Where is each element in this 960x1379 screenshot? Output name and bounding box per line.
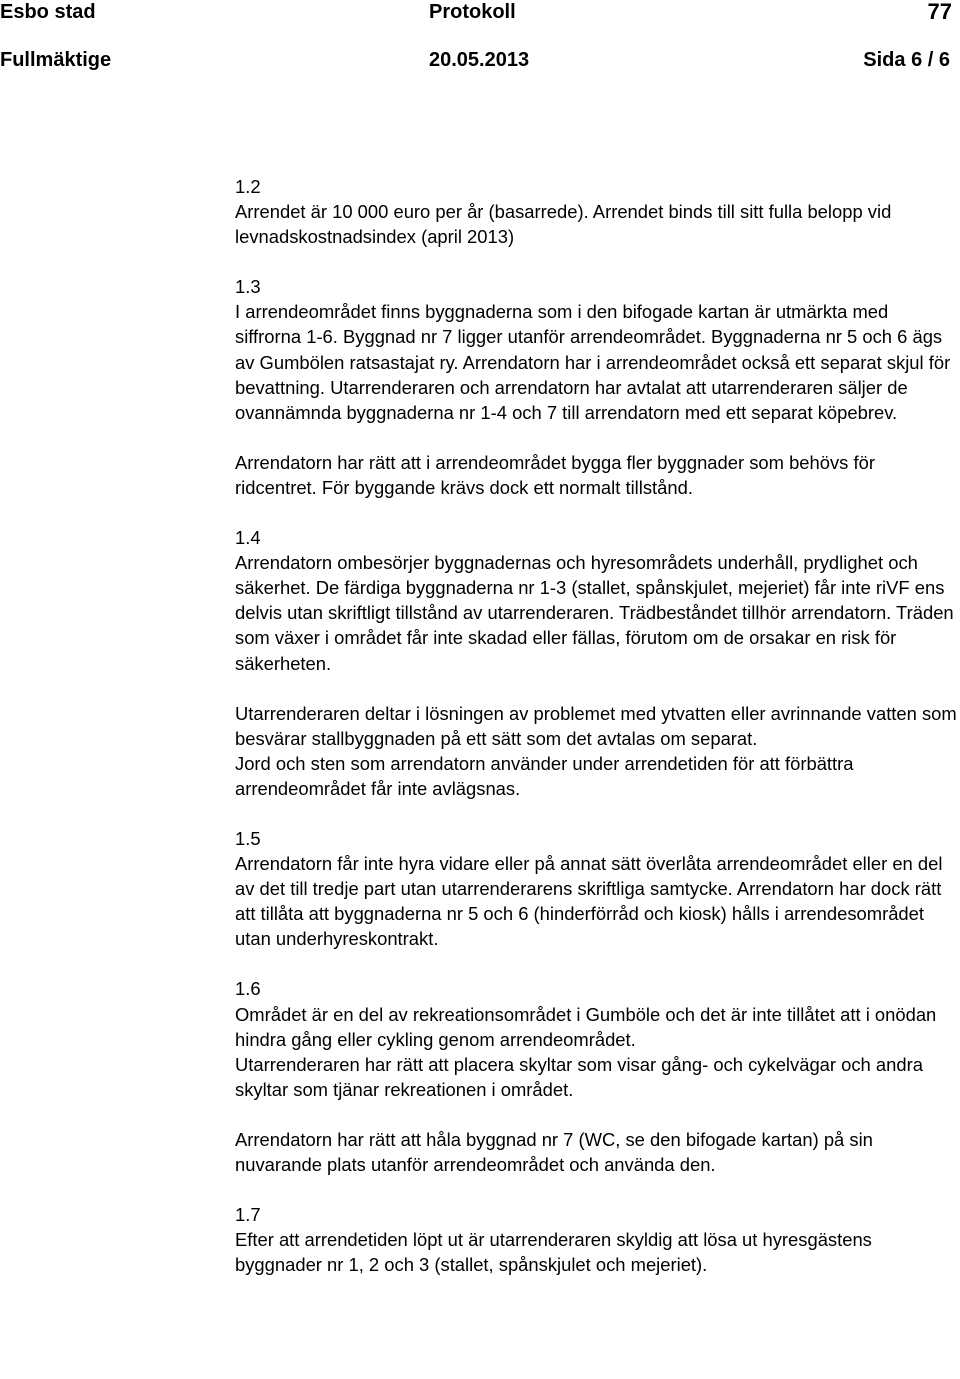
- section-number: 1.4: [235, 527, 261, 549]
- paragraph: Arrendatorn får inte hyra vidare eller på annat sätt överlåta arrendeområdet eller en del av det till tredje part utan utarrenderarens skriftliga samtycke. Arrendatorn har dock rätt att tillåta att byggnaderna nr 5 och 6 (hinderförråd och kiosk) hålls i arrendesområdet utan underhyreskontrakt.: [235, 853, 943, 950]
- document-type: Protokoll: [429, 1, 516, 23]
- paragraph: Arrendatorn har rätt att håla byggnad nr 7 (WC, se den bifogade kartan) på sin nuvarande plats utanför arrendeområdet och använda den.: [235, 1128, 873, 1175]
- paragraph: Området är en del av rekreationsområdet i Gumböle och det är inte tillåtet att i onödan hindra gång eller cykling genom arrendeområdet.: [235, 1003, 937, 1050]
- paragraph: Utarrenderaren har rätt att placera skyltar som visar gång- och cykelvägar och andra skyltar som tjänar rekreationen i området.: [235, 1053, 923, 1100]
- paragraph: I arrendeområdet finns byggnaderna som i den bifogade kartan är utmärkta med siffrorna 1-6. Byggnad nr 7 ligger utanför arrendeområdet. Byggnaderna nr 5 och 6 ägs av Gumbölen ratsastajat ry. Arrendatorn har i arrendeområdet också ett separat skjul för bevattning. Utarrenderaren och arrendatorn har avtalat att utarrenderaren säljer de ovannämnda byggnaderna nr 1-4 och 7 till arrendatorn med ett separat köpebrev.: [235, 301, 951, 423]
- paragraph-number: 77: [927, 0, 952, 24]
- paragraph: Arrendatorn ombesörjer byggnadernas och hyresområdets underhåll, prydlighet och säkerhet. De färdiga byggnaderna nr 1-3 (stallet, spånskjulet, mejeriet) får inte riVF ens delvis utan skriftligt tillstånd av utarrenderaren. Trädbeståndet tillhör arrendatorn. Träden som växer i området får inte skadad eller fällas, förutom om de orsakar en risk för säkerheten.: [235, 552, 954, 674]
- paragraph: Arrendet är 10 000 euro per år (basarrede). Arrendet binds till sitt fulla belopp vid levnadskostnadsindex (april 2013): [235, 201, 892, 248]
- meeting-date: 20.05.2013: [429, 49, 530, 71]
- paragraph: Efter att arrendetiden löpt ut är utarrenderaren skyldig att lösa ut hyresgästens byggnader nr 1, 2 och 3 (stallet, spånskjulet och mejeriet).: [235, 1229, 872, 1276]
- paragraph: Jord och sten som arrendatorn använder under arrendetiden för att förbättra arrendeområdet får inte avlägsnas.: [235, 752, 854, 799]
- section-number: 1.2: [235, 176, 261, 197]
- section-1-2: [235, 174, 957, 249]
- header-row-2: [0, 48, 960, 72]
- section-number: 1.6: [235, 978, 261, 1000]
- section-1-6: [235, 976, 957, 1177]
- body-name: Fullmäktige: [0, 49, 112, 71]
- organization-name: Esbo stad: [0, 1, 96, 23]
- header-row-1: [0, 0, 960, 24]
- section-1-3: [235, 274, 957, 500]
- page-indicator: Sida 6 / 6: [863, 49, 950, 71]
- section-number: 1.7: [235, 1204, 261, 1226]
- paragraph: Utarrenderaren deltar i lösningen av problemet med ytvatten eller avrinnande vatten som besvärar stallbyggnaden på ett sätt som det avtalas om separat.: [235, 702, 957, 749]
- section-1-7: [235, 1202, 957, 1277]
- section-number: 1.5: [235, 827, 261, 849]
- section-number: 1.3: [235, 276, 261, 298]
- section-1-5: [235, 826, 957, 951]
- paragraph: Arrendatorn har rätt att i arrendeområdet bygga fler byggnader som behövs för ridcentret. För byggande krävs dock ett normalt tillstånd.: [235, 451, 875, 498]
- document-body: [235, 174, 957, 1277]
- section-1-4: [235, 525, 957, 801]
